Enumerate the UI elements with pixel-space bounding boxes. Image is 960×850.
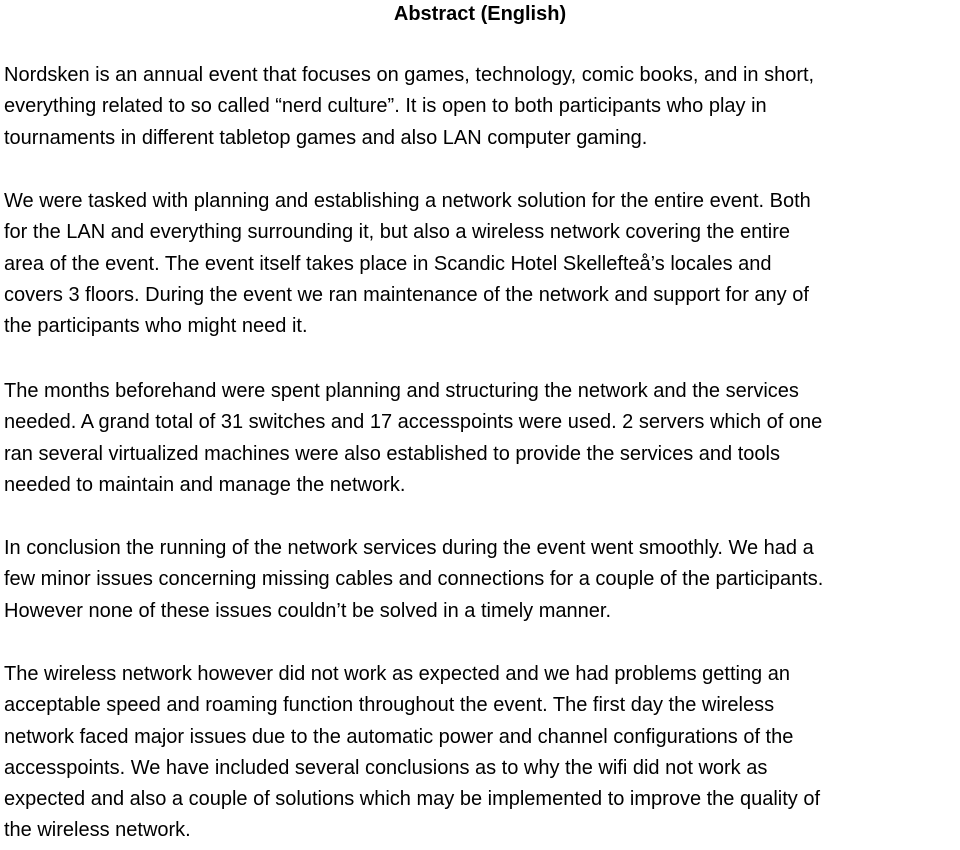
text-line: acceptable speed and roaming function throughout the event. The first day the wireless (4, 694, 775, 717)
text-line: accesspoints. We have included several conclusions as to why the wifi did not work as (4, 756, 768, 779)
text-line: In conclusion the running of the network services during the event went smoothly. We had a (4, 537, 814, 559)
text-line: the participants who might need it. (4, 315, 308, 338)
abstract-paragraph-2 (4, 186, 960, 342)
text-line: for the LAN and everything surrounding it, but also a wireless network covering the entire (4, 221, 790, 244)
text-line: few minor issues concerning missing cables and connections for a couple of the participants. (4, 568, 824, 591)
text-line: We were tasked with planning and establishing a network solution for the entire event. Both (4, 190, 811, 212)
text-line: However none of these issues couldn’t be solved in a timely manner. (4, 599, 612, 622)
text-line: area of the event. The event itself takes place in Scandic Hotel Skellefteå’s locales and (4, 252, 772, 275)
abstract-paragraph-5 (4, 659, 960, 847)
abstract-paragraph-1 (4, 60, 960, 154)
text-line: needed to maintain and manage the network. (4, 473, 406, 496)
text-line: the wireless network. (4, 819, 191, 842)
text-line: needed. A grand total of 31 switches and 17 accesspoints were used. 2 servers which of one (4, 411, 823, 434)
page-title: Abstract (English) (393, 3, 567, 25)
text-line: Nordsken is an annual event that focuses on games, technology, comic books, and in short, (4, 64, 815, 86)
abstract-paragraph-3 (4, 376, 960, 501)
abstract-paragraph-4 (4, 533, 960, 627)
text-line: network faced major issues due to the automatic power and channel configurations of the (4, 725, 794, 748)
text-line: The months beforehand were spent planning and structuring the network and the services (4, 380, 799, 402)
text-line: expected and also a couple of solutions which may be implemented to improve the quality of (4, 788, 821, 811)
text-line: ran several virtualized machines were also established to provide the services and tools (4, 442, 780, 465)
text-line: everything related to so called “nerd culture”. It is open to both participants who play in (4, 95, 767, 118)
text-line: covers 3 floors. During the event we ran maintenance of the network and support for any of (4, 283, 809, 306)
text-line: The wireless network however did not work as expected and we had problems getting an (4, 663, 790, 685)
text-line: tournaments in different tabletop games and also LAN computer gaming. (4, 126, 648, 149)
